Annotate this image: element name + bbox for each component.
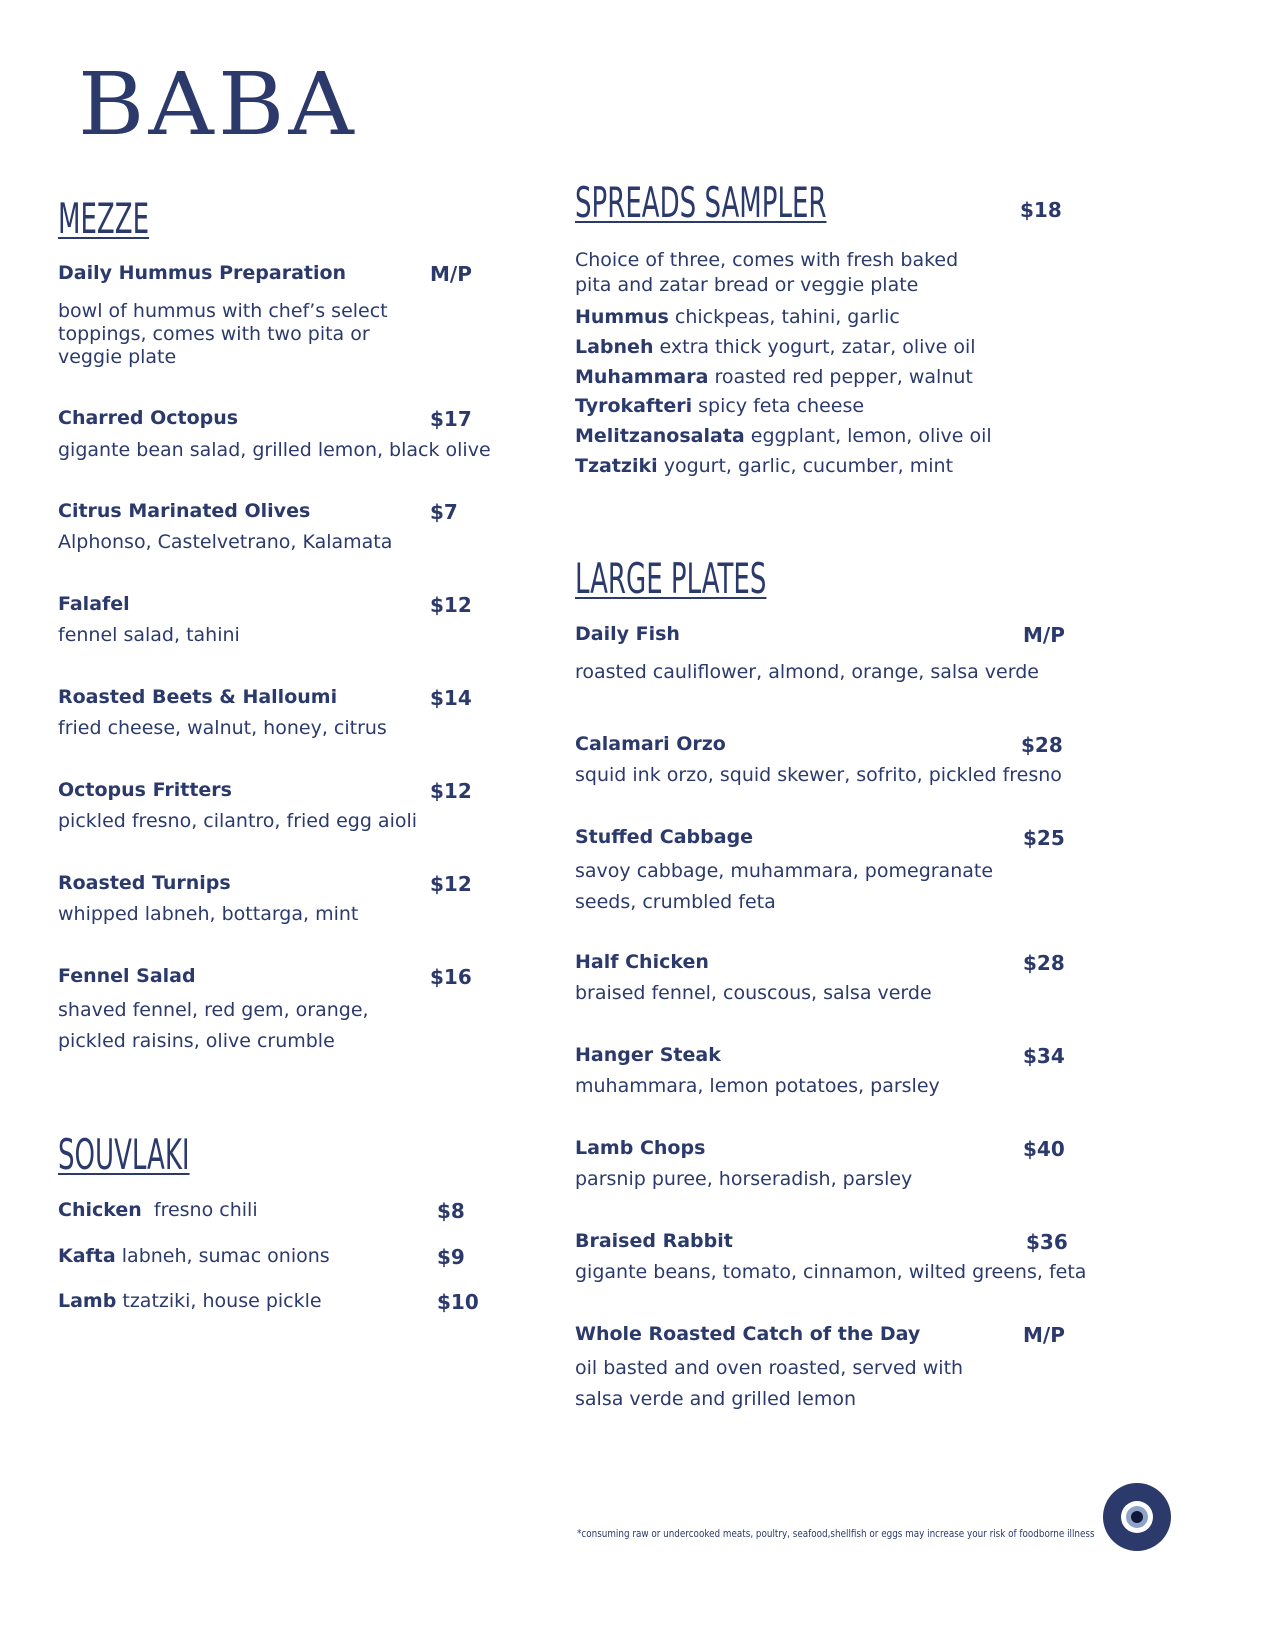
spread-option <box>575 425 992 447</box>
souvlaki-item-name: Chicken <box>58 1199 142 1221</box>
menu-item-price: $16 <box>430 965 472 989</box>
menu-item-description: muhammara, lemon potatoes, parsley <box>575 1075 940 1097</box>
menu-item-name: Lamb Chops <box>575 1137 706 1159</box>
menu-item-description: fried cheese, walnut, honey, citrus <box>58 717 387 739</box>
menu-item-name: Roasted Beets & Halloumi <box>58 686 338 708</box>
menu-item-description: roasted cauliflower, almond, orange, salsa verde <box>575 661 1039 683</box>
souvlaki-item-price: $9 <box>437 1245 465 1269</box>
menu-item-price: $25 <box>1023 826 1065 850</box>
menu-item-name: Whole Roasted Catch of the Day <box>575 1323 921 1345</box>
spread-option-name: Tzatziki <box>575 455 658 477</box>
souvlaki-item <box>58 1290 322 1312</box>
menu-item-name: Calamari Orzo <box>575 733 726 755</box>
menu-item-description: oil basted and oven roasted, served with salsa verde and grilled lemon <box>575 1357 964 1410</box>
menu-item-name: Fennel Salad <box>58 965 196 987</box>
mezze-heading: MEZZE <box>58 194 150 243</box>
souvlaki-heading: SOUVLAKI <box>58 1130 190 1179</box>
spread-option-description: roasted red pepper, walnut <box>714 366 973 388</box>
menu-item-description: shaved fennel, red gem, orange, pickled raisins, olive crumble <box>58 999 369 1052</box>
souvlaki-item-name: Lamb <box>58 1290 117 1312</box>
spread-option-description: extra thick yogurt, zatar, olive oil <box>659 336 976 358</box>
menu-item-price: $28 <box>1021 733 1063 757</box>
souvlaki-item <box>58 1199 258 1221</box>
souvlaki-item-name: Kafta <box>58 1245 116 1267</box>
spread-option <box>575 336 976 358</box>
menu-item-price: $17 <box>430 407 472 431</box>
spread-option-name: Melitzanosalata <box>575 425 745 447</box>
menu-item-price: M/P <box>1023 1323 1065 1347</box>
spread-option-description: chickpeas, tahini, garlic <box>674 306 900 328</box>
spread-option-description: yogurt, garlic, cucumber, mint <box>663 455 954 477</box>
spread-option <box>575 366 973 388</box>
food-safety-footnote: *consuming raw or undercooked meats, poultry, seafood,shellfish or eggs may increase your risk of foodborne illness <box>577 1527 1095 1540</box>
menu-item-price: $12 <box>430 779 472 803</box>
spreads-sampler-price: $18 <box>1020 198 1062 222</box>
menu-item-name: Roasted Turnips <box>58 872 231 894</box>
spread-option-description: spicy feta cheese <box>698 395 865 417</box>
menu-item-price: $34 <box>1023 1044 1065 1068</box>
spreads-sampler-intro: Choice of three, comes with fresh baked pita and zatar bread or veggie plate <box>575 249 959 296</box>
menu-item-description: Alphonso, Castelvetrano, Kalamata <box>58 531 393 553</box>
evil-eye-icon <box>1102 1482 1172 1552</box>
restaurant-logo: BABA <box>78 55 358 155</box>
menu-item-name: Falafel <box>58 593 130 615</box>
menu-item-name: Charred Octopus <box>58 407 239 429</box>
menu-item-name: Daily Fish <box>575 623 680 645</box>
large-plates-heading: LARGE PLATES <box>575 554 767 603</box>
menu-item-price: $28 <box>1023 951 1065 975</box>
spread-option-name: Tyrokafteri <box>575 395 693 417</box>
spread-option-name: Hummus <box>575 306 669 328</box>
menu-item-description: parsnip puree, horseradish, parsley <box>575 1168 913 1190</box>
menu-item-description: whipped labneh, bottarga, mint <box>58 903 359 925</box>
menu-item-name: Citrus Marinated Olives <box>58 500 311 522</box>
menu-item-name: Daily Hummus Preparation <box>58 262 347 284</box>
spread-option-name: Labneh <box>575 336 654 358</box>
menu-item-name: Stuffed Cabbage <box>575 826 754 848</box>
spreads-sampler-heading: SPREADS SAMPLER <box>575 178 827 227</box>
menu-item-description: gigante beans, tomato, cinnamon, wilted greens, feta <box>575 1261 1087 1283</box>
souvlaki-item-price: $8 <box>437 1199 465 1223</box>
menu-item-price: $7 <box>430 500 458 524</box>
menu-item-price: $40 <box>1023 1137 1065 1161</box>
menu-item-description: gigante bean salad, grilled lemon, black olive <box>58 439 491 461</box>
souvlaki-item-description: labneh, sumac onions <box>121 1245 330 1267</box>
menu-item-description: squid ink orzo, squid skewer, sofrito, pickled fresno <box>575 764 1062 786</box>
menu-item-price: $36 <box>1026 1230 1068 1254</box>
spread-option-description: eggplant, lemon, olive oil <box>750 425 992 447</box>
souvlaki-item <box>58 1245 330 1267</box>
menu-item-description: savoy cabbage, muhammara, pomegranate seeds, crumbled feta <box>575 860 994 913</box>
menu-item-name: Octopus Fritters <box>58 779 232 801</box>
menu-item-description: fennel salad, tahini <box>58 624 240 646</box>
menu-item-name: Hanger Steak <box>575 1044 721 1066</box>
menu-item-description: bowl of hummus with chef’s select toppings, comes with two pita or veggie plate <box>58 300 388 368</box>
menu-item-price: $12 <box>430 593 472 617</box>
menu-item-price: M/P <box>1023 623 1065 647</box>
menu-item-price: $12 <box>430 872 472 896</box>
menu-item-price: $14 <box>430 686 472 710</box>
menu-item-name: Half Chicken <box>575 951 709 973</box>
menu-item-name: Braised Rabbit <box>575 1230 733 1252</box>
souvlaki-item-description: fresno chili <box>153 1199 258 1221</box>
souvlaki-item-price: $10 <box>437 1290 479 1314</box>
spread-option-name: Muhammara <box>575 366 709 388</box>
menu-item-description: braised fennel, couscous, salsa verde <box>575 982 932 1004</box>
souvlaki-item-description: tzatziki, house pickle <box>122 1290 322 1312</box>
menu-item-description: pickled fresno, cilantro, fried egg aioli <box>58 810 418 832</box>
spread-option <box>575 306 900 328</box>
menu-item-price: M/P <box>430 262 472 286</box>
spread-option <box>575 455 953 477</box>
spread-option <box>575 395 864 417</box>
